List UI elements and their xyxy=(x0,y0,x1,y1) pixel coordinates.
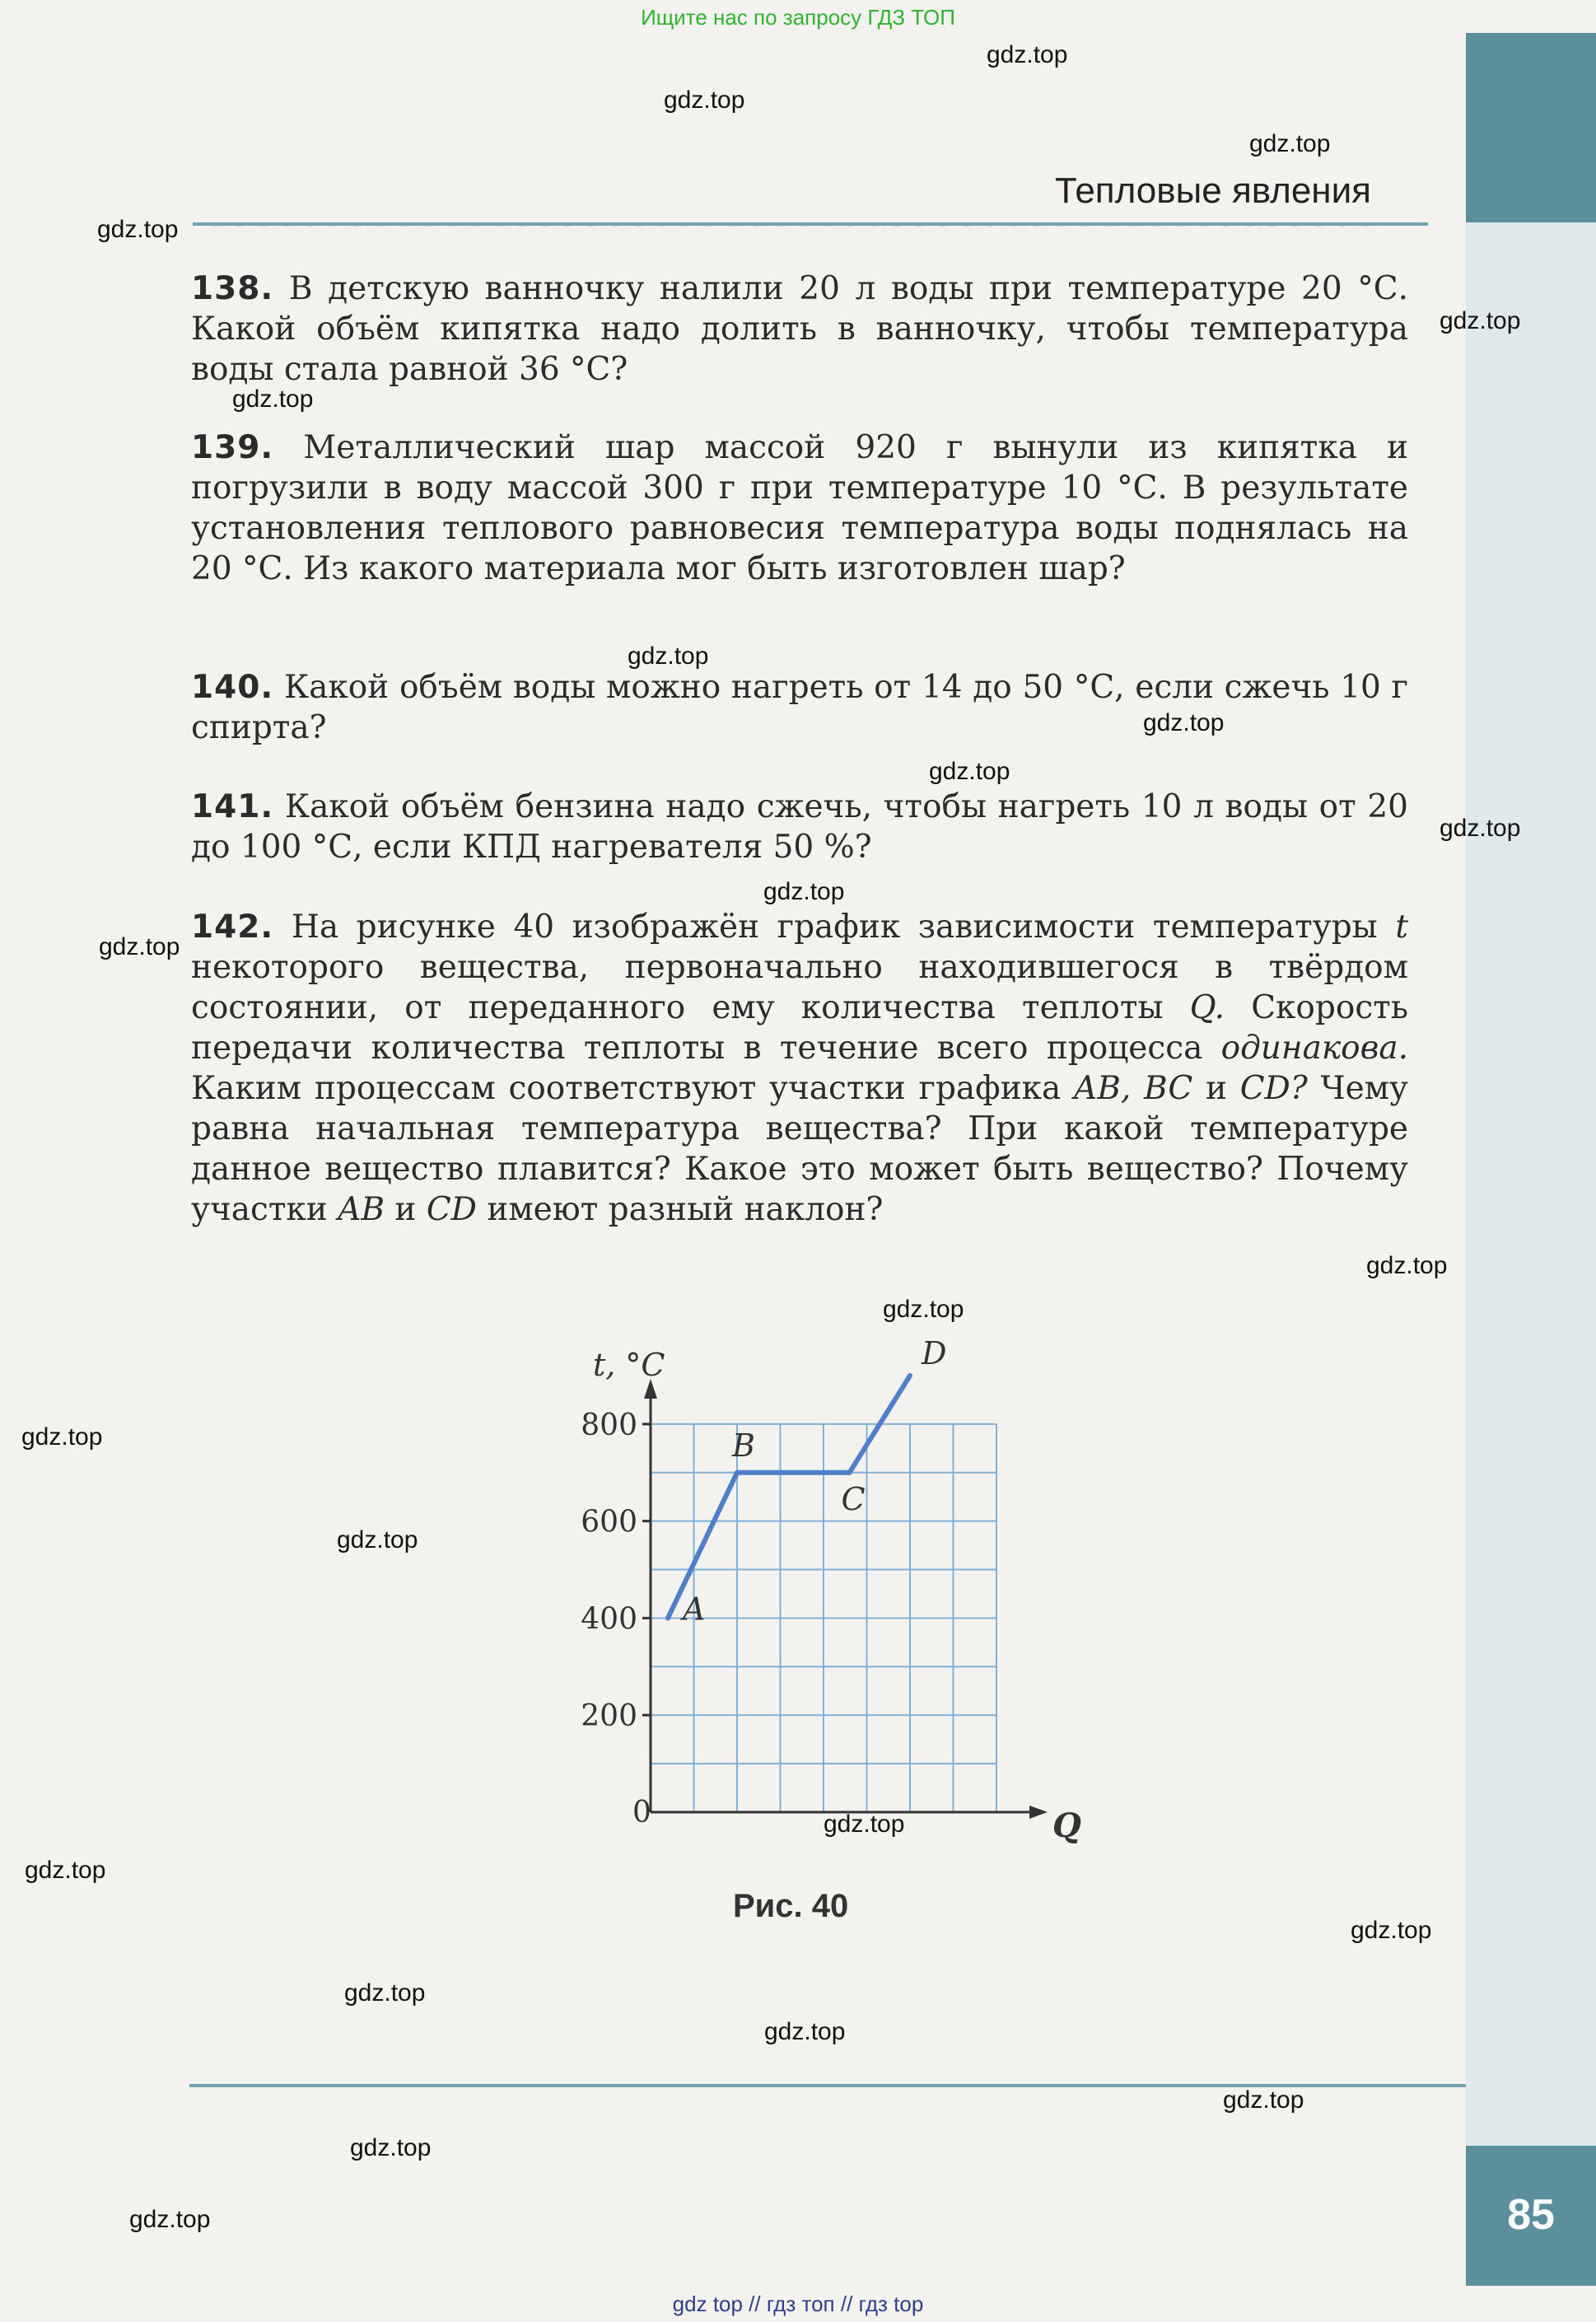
segment-label: CD xyxy=(426,1191,477,1228)
data-point xyxy=(735,1470,740,1475)
problem-number: 141. xyxy=(191,788,274,825)
page-number: 85 xyxy=(1507,2191,1555,2239)
watermark: gdz.top xyxy=(664,86,745,114)
problem-140 xyxy=(191,667,1408,748)
header-divider xyxy=(193,222,1428,226)
emphasis-word: одинакова. xyxy=(1220,1030,1408,1067)
segment-label: AB xyxy=(338,1191,385,1228)
watermark: gdz.top xyxy=(1351,1917,1432,1944)
origin-label: 0 xyxy=(632,1796,651,1829)
top-banner[interactable]: Ищите нас по запросу ГДЗ ТОП xyxy=(641,5,955,30)
problem-text: В детскую ванночку налили 20 л воды при температуре 20 °С. Какой объём кипятка надо долить в ванночку, чтобы температура воды стала равной 36 °С? xyxy=(191,270,1408,388)
y-axis-label: t, °C xyxy=(593,1347,665,1383)
point-label: A xyxy=(683,1591,706,1628)
problem-text: имеют разный наклон? xyxy=(487,1191,884,1228)
data-series-line xyxy=(668,1376,910,1618)
problem-text: На рисунке 40 изображён график зависимости температуры xyxy=(291,909,1378,946)
watermark: gdz.top xyxy=(25,1857,106,1884)
segment-label: AB, xyxy=(1074,1070,1132,1107)
show-through-text: ~~~~~~~~~~~~~~~~~~~~~~~~~~~~~~~~~~~~~~~~~~~~~~~~~~ xyxy=(208,208,1381,241)
y-tick-label: 400 xyxy=(581,1602,637,1637)
problem-141 xyxy=(191,787,1408,867)
watermark: gdz.top xyxy=(1223,2086,1304,2114)
data-point xyxy=(665,1615,670,1620)
watermark: gdz.top xyxy=(628,642,709,670)
watermark: gdz.top xyxy=(1440,307,1521,334)
problem-text: некоторого вещества, первоначально находившегося в твёрдом состоянии, от переданного ему количества теплоты xyxy=(191,949,1408,1026)
watermark: gdz.top xyxy=(129,2206,211,2233)
point-label: D xyxy=(922,1335,947,1371)
watermark: gdz.top xyxy=(350,2134,432,2161)
y-tick-label: 600 xyxy=(581,1505,637,1539)
problem-number: 140. xyxy=(191,669,274,706)
watermark: gdz.top xyxy=(987,41,1068,68)
watermark: gdz.top xyxy=(883,1296,964,1323)
y-tick-label: 200 xyxy=(581,1699,637,1734)
watermark: gdz.top xyxy=(344,1979,426,2007)
watermark: gdz.top xyxy=(1249,130,1331,157)
watermark: gdz.top xyxy=(824,1810,905,1838)
problem-text: Металлический шар массой 920 г вынули из кипятка и погрузили в воду массой 300 г при температуре 10 °С. В результате установления теплового равновесия температура воды поднялась на 20 °С. Из какого материала мог быть изготовлен шар? xyxy=(191,429,1408,587)
watermark: gdz.top xyxy=(1143,709,1225,736)
header-tab xyxy=(1466,33,1596,222)
y-tick-label: 800 xyxy=(581,1408,637,1442)
segment-label: BC xyxy=(1144,1070,1193,1107)
section-title: Тепловые явления xyxy=(1054,171,1371,211)
problem-text: Какой объём бензина надо сжечь, чтобы нагреть 10 л воды от 20 до 100 °С, если КПД нагревателя 50 %? xyxy=(191,788,1408,866)
x-axis-arrow xyxy=(1029,1806,1048,1819)
watermark: gdz.top xyxy=(99,933,180,960)
figure-40-chart xyxy=(544,1318,1081,1862)
problem-number: 139. xyxy=(191,429,274,466)
variable-t: t xyxy=(1395,909,1408,946)
point-label: B xyxy=(732,1427,755,1464)
problem-text: Какой объём воды можно нагреть от 14 до 50 °С, если сжечь 10 г спирта? xyxy=(191,669,1408,746)
problem-number: 138. xyxy=(191,270,274,307)
problem-number: 142. xyxy=(191,909,274,946)
watermark: gdz.top xyxy=(337,1526,418,1553)
problem-text: и xyxy=(394,1191,417,1228)
page-edge-band xyxy=(1466,33,1596,2286)
point-label: C xyxy=(841,1480,866,1517)
watermark: gdz.top xyxy=(764,2018,846,2045)
x-axis-label: Q xyxy=(1052,1806,1081,1845)
problem-text: Скорость передачи количества теплоты в течение всего процесса xyxy=(191,989,1408,1067)
segment-label: CD? xyxy=(1239,1070,1308,1107)
problem-139 xyxy=(191,427,1408,589)
watermark: gdz.top xyxy=(232,385,314,413)
data-point xyxy=(908,1373,912,1378)
watermark: gdz.top xyxy=(97,216,179,243)
watermark: gdz.top xyxy=(763,878,845,905)
problem-text: и xyxy=(1205,1070,1227,1107)
watermark: gdz.top xyxy=(1366,1252,1448,1279)
variable-q: Q. xyxy=(1189,989,1225,1026)
bottom-banner[interactable]: gdz top // гдз топ // гдз top xyxy=(672,2292,924,2316)
problem-138 xyxy=(191,269,1408,390)
watermark: gdz.top xyxy=(1440,815,1521,842)
problem-text: Чему равна начальная температура вещества? При какой температуре данное вещество плавится? Какое это может быть вещество? Почему участки xyxy=(191,1070,1408,1228)
problem-142 xyxy=(191,907,1408,1230)
problem-text: Каким процессам соответствуют участки графика xyxy=(191,1070,1062,1107)
figure-caption: Рис. 40 xyxy=(733,1888,849,1924)
watermark: gdz.top xyxy=(929,758,1010,785)
watermark: gdz.top xyxy=(21,1423,103,1451)
data-point xyxy=(847,1470,852,1475)
